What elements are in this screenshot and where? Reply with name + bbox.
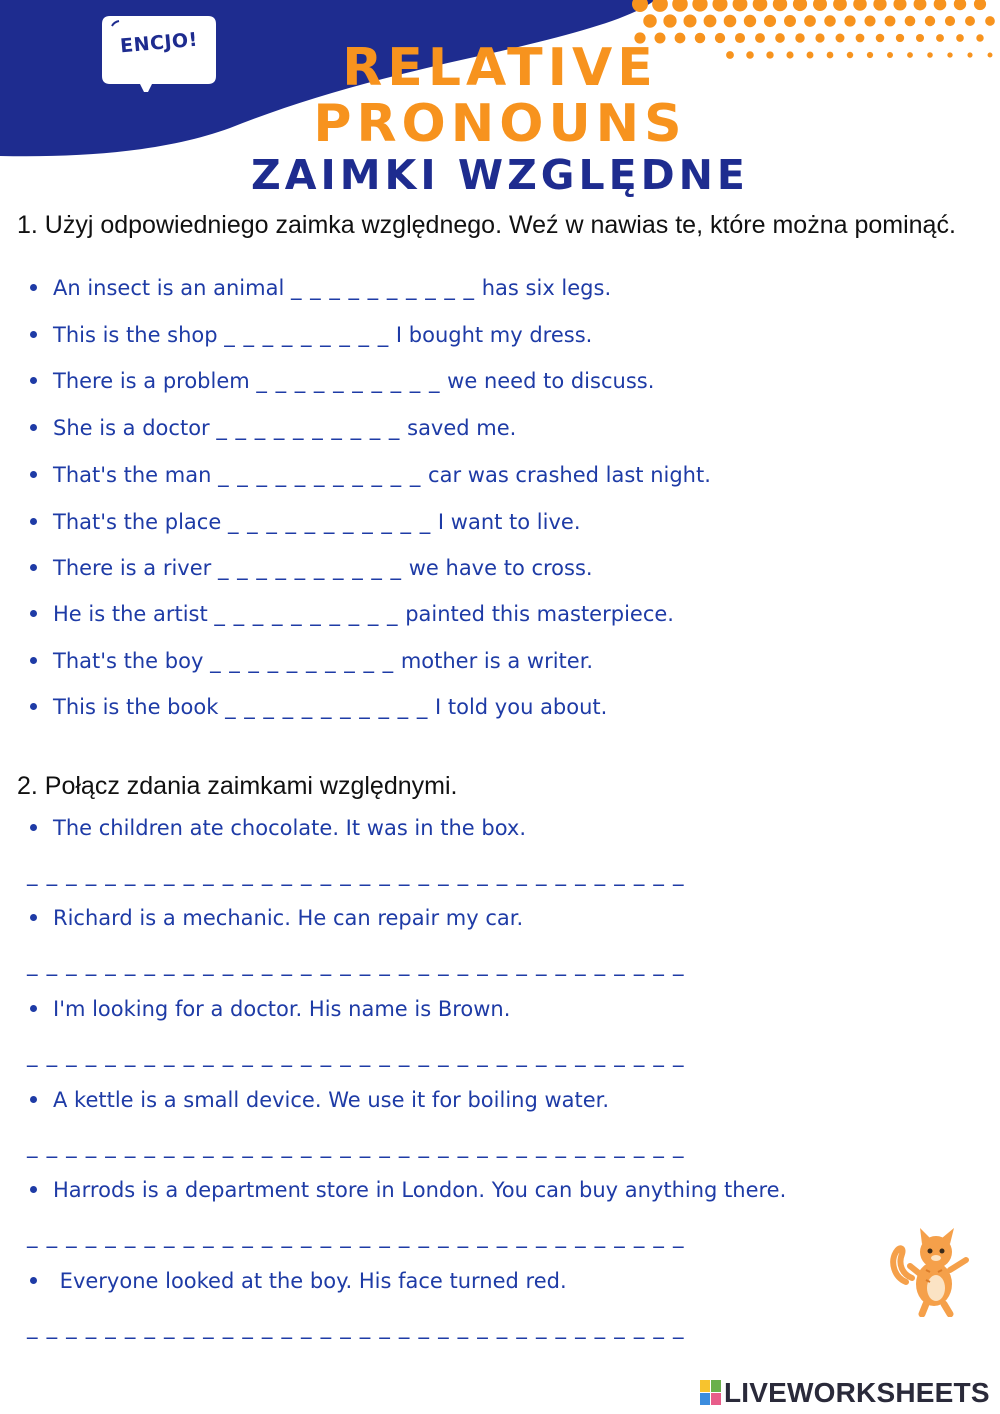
- orange-dot: [672, 0, 688, 12]
- item-text-after: we need to discuss.: [447, 369, 655, 393]
- exercise1-instruction: 1. Użyj odpowiedniego zaimka względnego. Weź w nawias te, które można pominąć.: [17, 211, 956, 239]
- item-text-before: That's the place: [53, 510, 222, 534]
- encjo-logo-text: ENCJO!: [119, 28, 199, 58]
- item-text: A kettle is a small device. We use it for boiling water.: [53, 1088, 610, 1112]
- exercise2-item: [30, 905, 523, 931]
- bullet-icon: [30, 610, 37, 617]
- orange-dot: [683, 14, 696, 27]
- bullet-icon: [30, 1186, 37, 1193]
- orange-dot: [753, 0, 768, 11]
- fill-in-blank[interactable]: _ _ _ _ _ _ _ _ _ _: [256, 369, 441, 393]
- exercise2-item: [30, 1087, 609, 1113]
- orange-dot: [793, 0, 807, 11]
- item-text-after: car was crashed last night.: [428, 463, 711, 487]
- exercise1-item: [30, 415, 516, 441]
- item-text-after: I want to live.: [437, 510, 581, 534]
- orange-dot: [784, 15, 796, 27]
- page-subtitle: ZAIMKI WZGLĘDNE: [251, 151, 749, 199]
- orange-dot: [974, 0, 986, 10]
- item-text-before: This is the shop: [53, 323, 218, 347]
- item-text: Harrods is a department store in London. You can buy anything there.: [53, 1178, 787, 1202]
- item-text-before: He is the artist: [53, 602, 208, 626]
- exercise1-item: [30, 648, 593, 674]
- orange-dot: [764, 15, 776, 27]
- exercise1-item: [30, 509, 581, 535]
- orange-dot: [724, 15, 737, 28]
- bullet-icon: [30, 1277, 37, 1284]
- orange-dot: [934, 0, 947, 10]
- orange-dot: [853, 0, 867, 11]
- bullet-icon: [30, 703, 37, 710]
- cat-illustration-icon: [886, 1222, 976, 1317]
- answer-line[interactable]: _ _ _ _ _ _ _ _ _ _ _ _ _ _ _ _ _ _ _ _ _ _ _ _ _ _ _ _ _ _ _ _ _ _: [27, 1224, 685, 1248]
- bullet-icon: [30, 518, 37, 525]
- orange-dot: [833, 0, 847, 11]
- fill-in-blank[interactable]: _ _ _ _ _ _ _ _ _ _: [210, 649, 395, 673]
- item-text-before: This is the book: [53, 695, 219, 719]
- item-text: I'm looking for a doctor. His name is Brown.: [53, 997, 511, 1021]
- bullet-icon: [30, 377, 37, 384]
- item-text-before: There is a river: [53, 556, 212, 580]
- exercise1-item: [30, 368, 654, 394]
- item-text-after: saved me.: [407, 416, 517, 440]
- fill-in-blank[interactable]: _ _ _ _ _ _ _ _ _: [224, 323, 390, 347]
- orange-dot: [945, 16, 955, 26]
- bullet-icon: [30, 914, 37, 921]
- liveworksheets-brand: [700, 1376, 992, 1410]
- item-text-after: painted this masterpiece.: [405, 602, 674, 626]
- item-text-after: I bought my dress.: [395, 323, 593, 347]
- item-text-before: That's the boy: [53, 649, 204, 673]
- answer-line[interactable]: _ _ _ _ _ _ _ _ _ _ _ _ _ _ _ _ _ _ _ _ _ _ _ _ _ _ _ _ _ _ _ _ _ _: [27, 952, 685, 976]
- item-text-after: we have to cross.: [408, 556, 593, 580]
- orange-dot: [813, 0, 827, 11]
- item-text-before: There is a problem: [53, 369, 250, 393]
- bullet-icon: [30, 284, 37, 291]
- orange-dot: [704, 15, 717, 28]
- bullet-icon: [30, 657, 37, 664]
- page-title-line2: PRONOUNS: [313, 94, 687, 154]
- answer-line[interactable]: _ _ _ _ _ _ _ _ _ _ _ _ _ _ _ _ _ _ _ _ _ _ _ _ _ _ _ _ _ _ _ _ _ _: [27, 1134, 685, 1158]
- orange-dot: [965, 16, 975, 26]
- orange-dot: [744, 15, 756, 27]
- item-text-before: That's the man: [53, 463, 212, 487]
- orange-dot: [712, 0, 727, 12]
- bullet-icon: [30, 331, 37, 338]
- orange-dot: [773, 0, 787, 11]
- orange-dot: [885, 16, 896, 27]
- orange-dot: [873, 0, 886, 11]
- orange-dot: [893, 0, 906, 11]
- orange-dot: [954, 0, 966, 10]
- bullet-icon: [30, 1096, 37, 1103]
- item-text: Richard is a mechanic. He can repair my car.: [53, 906, 524, 930]
- fill-in-blank[interactable]: _ _ _ _ _ _ _ _ _ _ _: [227, 510, 432, 534]
- orange-dot: [905, 16, 916, 27]
- bullet-icon: [30, 424, 37, 431]
- orange-dot: [914, 0, 927, 10]
- liveworksheets-wordmark: LIVEWORKSHEETS: [724, 1377, 990, 1408]
- exercise2-instruction: 2. Połącz zdania zaimkami względnymi.: [17, 772, 458, 800]
- orange-dot: [652, 0, 668, 12]
- orange-dot: [824, 15, 835, 26]
- fill-in-blank[interactable]: _ _ _ _ _ _ _ _ _ _: [290, 276, 476, 300]
- bullet-icon: [30, 1005, 37, 1012]
- exercise2-item: [30, 815, 526, 841]
- answer-line[interactable]: _ _ _ _ _ _ _ _ _ _ _ _ _ _ _ _ _ _ _ _ _ _ _ _ _ _ _ _ _ _ _ _ _ _: [27, 1043, 685, 1067]
- orange-dot: [804, 15, 816, 27]
- exercise2-item: [30, 1177, 786, 1203]
- fill-in-blank[interactable]: _ _ _ _ _ _ _ _ _ _ _: [225, 695, 429, 719]
- fill-in-blank[interactable]: _ _ _ _ _ _ _ _ _ _ _: [218, 463, 422, 487]
- bullet-icon: [30, 824, 37, 831]
- orange-dot: [925, 16, 935, 26]
- orange-dot: [663, 14, 676, 27]
- item-text-before: She is a doctor: [53, 416, 210, 440]
- item-text-after: I told you about.: [435, 695, 608, 719]
- exercise1-item: [30, 275, 611, 301]
- exercise1-item: [30, 601, 674, 627]
- orange-dot: [643, 14, 656, 27]
- orange-dot: [733, 0, 748, 11]
- exercise1-item: [30, 322, 592, 348]
- bullet-icon: [30, 471, 37, 478]
- exercise1-item: [30, 462, 711, 488]
- fill-in-blank[interactable]: _ _ _ _ _ _ _ _ _ _: [214, 602, 399, 626]
- orange-dot: [864, 15, 875, 26]
- orange-dot: [692, 0, 707, 12]
- item-text-before: An insect is an animal: [53, 276, 285, 300]
- answer-line[interactable]: _ _ _ _ _ _ _ _ _ _ _ _ _ _ _ _ _ _ _ _ _ _ _ _ _ _ _ _ _ _ _ _ _ _: [27, 1315, 685, 1339]
- orange-dot: [844, 15, 855, 26]
- item-text-after: has six legs.: [481, 276, 612, 300]
- fill-in-blank[interactable]: _ _ _ _ _ _ _ _ _ _: [216, 416, 401, 440]
- exercise1-item: [30, 694, 607, 720]
- fill-in-blank[interactable]: _ _ _ _ _ _ _ _ _ _: [217, 556, 403, 580]
- item-text: The children ate chocolate. It was in the box.: [53, 816, 527, 840]
- exercise1-item: [30, 555, 593, 581]
- item-text: Everyone looked at the boy. His face turned red.: [53, 1269, 567, 1293]
- exercise2-item: [30, 1268, 567, 1294]
- bullet-icon: [30, 564, 37, 571]
- liveworksheets-logo-icon: [700, 1380, 722, 1406]
- item-text-after: mother is a writer.: [400, 649, 594, 673]
- exercise2-item: [30, 996, 510, 1022]
- orange-dot: [985, 16, 995, 26]
- answer-line[interactable]: _ _ _ _ _ _ _ _ _ _ _ _ _ _ _ _ _ _ _ _ _ _ _ _ _ _ _ _ _ _ _ _ _ _: [27, 862, 685, 886]
- page-title-line1: RELATIVE: [342, 38, 658, 98]
